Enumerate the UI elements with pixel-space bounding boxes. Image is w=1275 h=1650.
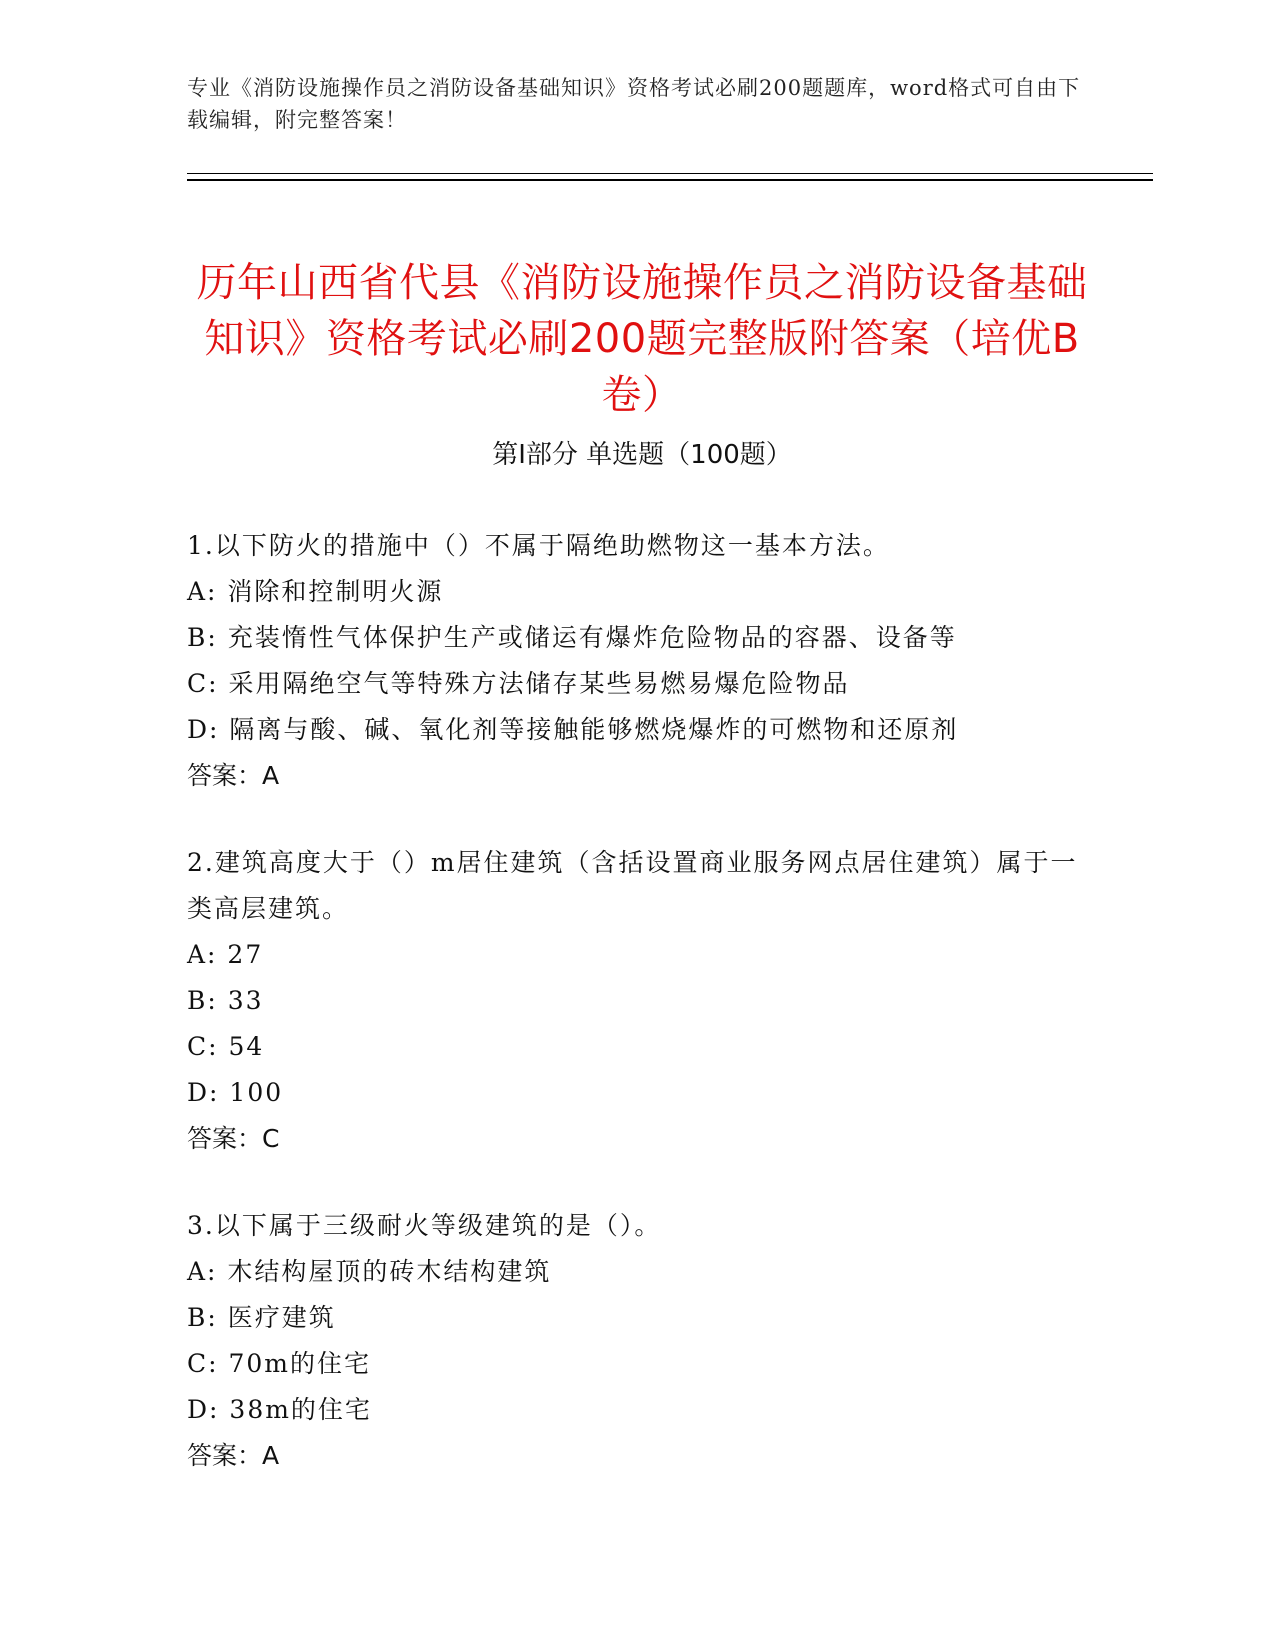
option-a: A: 27 [187,940,264,969]
header-note: 专业《消防设施操作员之消防设备基础知识》资格考试必刷200题题库，word格式可自由下载编辑，附完整答案！ [187,76,1081,132]
option-d: D: 隔离与酸、碱、氧化剂等接触能够燃烧爆炸的可燃物和还原剂 [187,715,959,744]
question-stem: 3.以下属于三级耐火等级建筑的是（）。 [187,1211,662,1240]
option-a: A: 消除和控制明火源 [187,577,444,606]
option-c: C: 70m的住宅 [187,1349,372,1378]
question-stem: 1.以下防火的措施中（）不属于隔绝助燃物这一基本方法。 [187,531,890,560]
document-title: 历年山西省代县《消防设施操作员之消防设备基础知识》资格考试必刷200题完整版附答案（培优B卷） [196,259,1088,418]
option-b: B: 医疗建筑 [187,1303,336,1332]
header-divider-thin [187,173,1153,174]
option-b: B: 33 [187,986,264,1015]
answer-line: 答案：A [187,761,280,790]
answer-line: 答案：C [187,1124,280,1153]
option-a: A: 木结构屋顶的砖木结构建筑 [187,1257,552,1286]
question-1 [187,523,1087,799]
answer-line: 答案：A [187,1441,280,1470]
section-heading: 第I部分 单选题（100题） [492,440,792,470]
header-divider-thick [187,179,1153,181]
option-c: C: 54 [187,1032,265,1061]
question-3 [187,1203,1087,1479]
option-b: B: 充装惰性气体保护生产或储运有爆炸危险物品的容器、设备等 [187,623,957,652]
option-c: C: 采用隔绝空气等特殊方法储存某些易燃易爆危险物品 [187,669,850,698]
option-d: D: 100 [187,1078,284,1107]
question-stem: 2.建筑高度大于（）m居住建筑（含括设置商业服务网点居住建筑）属于一类高层建筑。 [187,848,1078,923]
option-d: D: 38m的住宅 [187,1395,372,1424]
question-2 [187,840,1087,1162]
